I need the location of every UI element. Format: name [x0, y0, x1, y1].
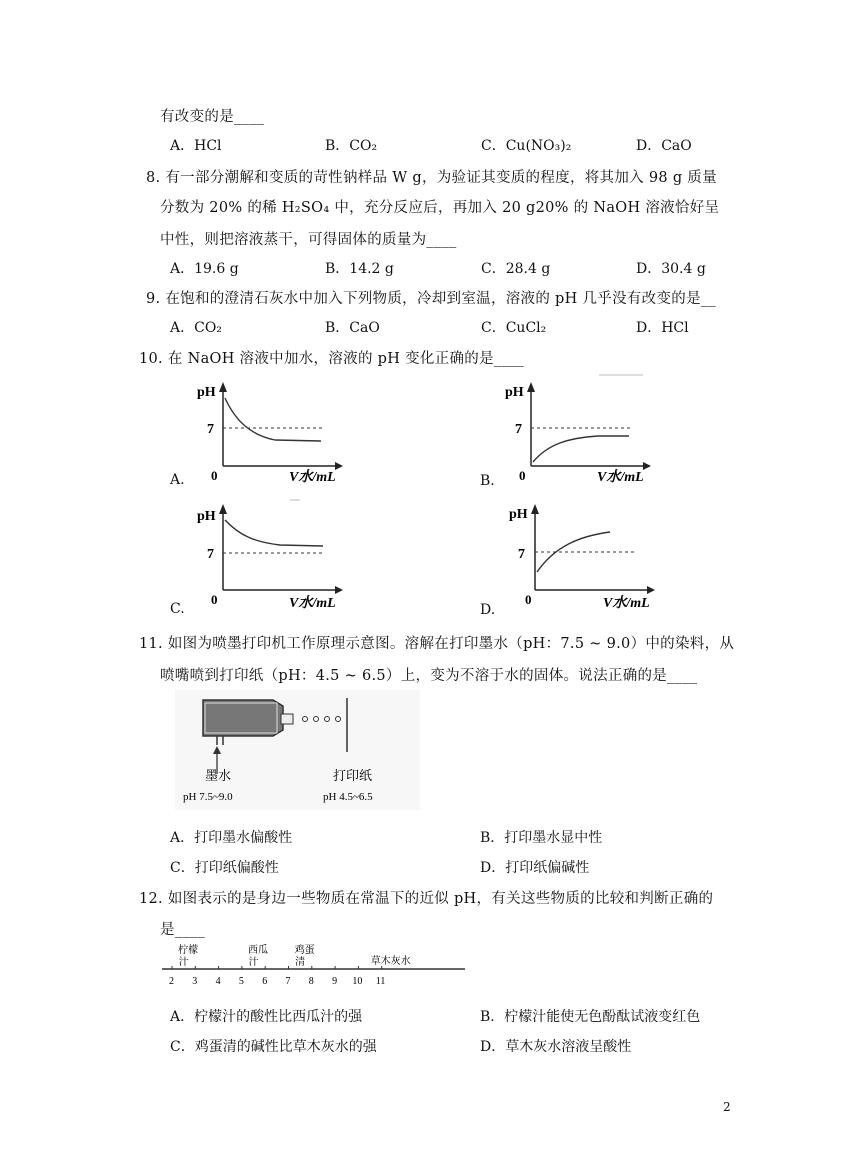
q7-option-b: B．CO₂ [325, 138, 378, 154]
q8-option-a: A．19.6 g [170, 261, 239, 277]
q11-line-1: 11. 如图为喷墨打印机工作原理示意图。溶解在打印墨水（pH：7.5 ~ 9.0）中的染料，从 [139, 636, 735, 652]
graph-b-y-label: pH [505, 385, 524, 400]
paper-label: 打印纸 [333, 768, 373, 783]
q8-option-d: D．30.4 g [636, 261, 706, 277]
ph-substance-label: 草木灰水 [370, 956, 411, 967]
q11-line-2: 喷嘴喷到打印纸（pH：4.5 ~ 6.5）上，变为不溶于水的固体。说法正确的是____ [160, 668, 698, 684]
graph-c-zero: 0 [211, 592, 218, 607]
q10-graph-b [503, 372, 653, 485]
q10-graph-a [195, 380, 345, 485]
ph-tick-label: 7 [285, 976, 291, 987]
q8-option-c: C．28.4 g [481, 261, 551, 277]
q8-option-b: B．14.2 g [325, 261, 394, 277]
q10-option-b: B. [480, 473, 495, 489]
graph-d-seven: 7 [518, 547, 525, 562]
page-number: 2 [723, 1100, 731, 1114]
q10-line-1: 10. 在 NaOH 溶液中加水，溶液的 pH 变化正确的是____ [139, 351, 525, 367]
ph-tick-label: 6 [262, 976, 268, 987]
graph-d-y-label: pH [509, 507, 528, 522]
ph-tick-label: 10 [352, 976, 363, 987]
graph-c-x-label: V水/mL [289, 596, 336, 610]
paper-ph-label: pH 4.5~6.5 [323, 791, 373, 803]
q11-option-c: C．打印纸偏酸性 [170, 860, 279, 876]
ph-tick-label: 8 [308, 976, 314, 987]
q9-option-a: A．CO₂ [170, 320, 222, 336]
ph-tick-label: 11 [375, 976, 386, 987]
q10-option-c: C. [170, 601, 185, 617]
q12-line-2: 是____ [160, 922, 205, 938]
ph-substance-label-2: 汁 [248, 957, 259, 968]
q12-line-1: 12. 如图表示的是身边一些物质在常温下的近似 pH，有关这些物质的比较和判断正确的 [139, 891, 714, 907]
q9-option-c: C．CuCl₂ [481, 320, 547, 336]
q9-option-b: B．CaO [325, 320, 380, 336]
graph-b-seven: 7 [515, 422, 522, 437]
graph-c-seven: 7 [207, 547, 214, 562]
q10-option-d: D. [480, 602, 496, 618]
ink-ph-label: pH 7.5~9.0 [183, 791, 233, 803]
ph-tick-label: 4 [215, 976, 221, 987]
ph-substance-label-2: 清 [295, 957, 306, 968]
graph-a-seven: 7 [207, 422, 214, 437]
q8-line-3: 中性，则把溶液蒸干，可得固体的质量为____ [160, 232, 457, 248]
q12-option-b: B．柠檬汁能使无色酚酞试液变红色 [480, 1009, 701, 1025]
q12-option-c: C．鸡蛋清的碱性比草木灰水的强 [170, 1039, 377, 1055]
q9-option-d: D．HCl [636, 320, 689, 336]
q10-option-a: A. [170, 472, 185, 488]
q12-ph-scale [160, 940, 470, 992]
q10-graph-d [505, 496, 657, 610]
q11-option-b: B．打印墨水显中性 [480, 830, 603, 846]
q7-option-c: C．Cu(NO₃)₂ [481, 138, 572, 154]
q9-line-1: 9. 在饱和的澄清石灰水中加入下列物质，冷却到室温，溶液的 pH 几乎没有改变的是__ [146, 291, 716, 307]
ph-tick-label: 2 [169, 976, 174, 987]
graph-b-x-label: V水/mL [597, 470, 644, 485]
graph-a-zero: 0 [211, 468, 218, 483]
graph-d-x-label: V水/mL [603, 596, 650, 610]
graph-c-y-label: pH [197, 509, 216, 524]
graph-a-x-label: V水/mL [289, 470, 336, 485]
graph-b-zero: 0 [519, 468, 526, 483]
q12-option-d: D．草木灰水溶液呈酸性 [480, 1039, 632, 1055]
ph-substance-label: 柠檬 [178, 945, 199, 956]
q7-option-d: D．CaO [636, 138, 692, 154]
q11-inkjet-figure [175, 690, 420, 810]
q8-line-1: 8. 有一部分潮解和变质的苛性钠样品 W g，为验证其变质的程度，将其加入 98 g 质量 [146, 170, 717, 186]
q8-line-2: 分数为 20% 的稀 H₂SO₄ 中，充分反应后，再加入 20 g20% 的 NaOH 溶液恰好呈 [160, 200, 720, 216]
q7-tail: 有改变的是____ [160, 109, 265, 125]
ph-substance-label-2: 汁 [178, 957, 189, 968]
ph-tick-label: 9 [332, 976, 338, 987]
ph-tick-label: 3 [192, 976, 198, 987]
ph-tick-label: 5 [238, 976, 244, 987]
q11-option-d: D．打印纸偏碱性 [480, 860, 590, 876]
q12-option-a: A．柠檬汁的酸性比西瓜汁的强 [170, 1009, 363, 1025]
ink-label: 墨水 [205, 768, 232, 783]
ph-substance-label: 鸡蛋 [294, 945, 315, 956]
ph-substance-label: 西瓜 [248, 945, 269, 956]
graph-a-y-label: pH [197, 385, 216, 400]
q10-graph-c [195, 498, 345, 610]
q11-option-a: A．打印墨水偏酸性 [170, 830, 293, 846]
q7-option-a: A．HCl [170, 138, 222, 154]
graph-d-zero: 0 [525, 592, 532, 607]
